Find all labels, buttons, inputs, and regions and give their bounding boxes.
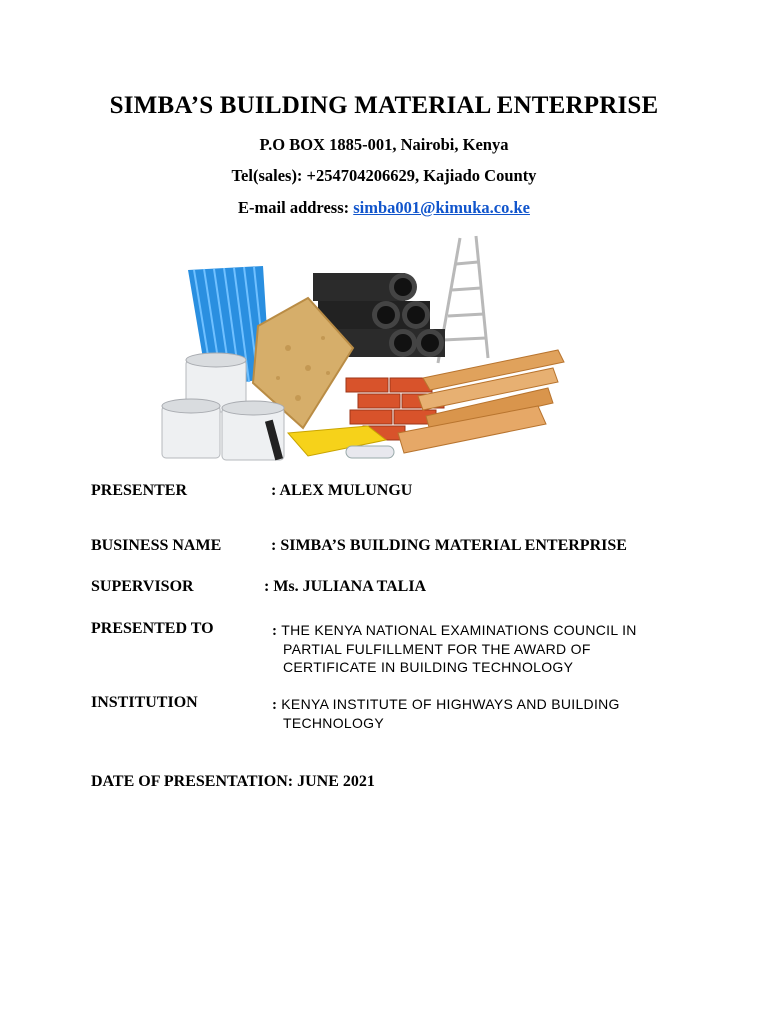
presented-to-label: PRESENTED TO (91, 620, 214, 637)
email-link[interactable]: simba001@kimuka.co.ke (353, 198, 530, 217)
institution-line-2: TECHNOLOGY (283, 715, 385, 731)
supervisor-label: SUPERVISOR (91, 578, 194, 595)
telephone-line: Tel(sales): +254704206629, Kajiado County (231, 166, 537, 185)
institution-value (272, 695, 620, 732)
institution-label: INSTITUTION (91, 694, 198, 711)
presenter-value: : ALEX MULUNGU (271, 482, 413, 499)
supervisor-value: : Ms. JULIANA TALIA (264, 578, 427, 595)
ladder-icon (438, 236, 488, 363)
address-line: P.O BOX 1885-001, Nairobi, Kenya (259, 135, 509, 154)
institution-colon: : (272, 697, 278, 713)
presented-to-colon: : (272, 623, 278, 639)
building-materials-image (158, 228, 570, 468)
presented-to-line-2: PARTIAL FULFILLMENT FOR THE AWARD OF (283, 641, 591, 657)
presented-to-line-1: THE KENYA NATIONAL EXAMINATIONS COUNCIL IN (281, 622, 637, 638)
presented-to-line-3: CERTIFICATE IN BUILDING TECHNOLOGY (283, 659, 574, 675)
business-name-value: : SIMBA’S BUILDING MATERIAL ENTERPRISE (271, 537, 627, 554)
institution-line-1: KENYA INSTITUTE OF HIGHWAYS AND BUILDING (281, 696, 620, 712)
presented-to-value (272, 621, 637, 676)
email-label: E-mail address: (238, 198, 354, 217)
email-line (0, 198, 768, 218)
document-title: SIMBA’S BUILDING MATERIAL ENTERPRISE (109, 92, 659, 119)
presenter-label: PRESENTER (91, 482, 188, 499)
date-of-presentation: DATE OF PRESENTATION: JUNE 2021 (91, 773, 375, 790)
business-name-label: BUSINESS NAME (91, 537, 222, 554)
timber-icon (398, 350, 564, 453)
